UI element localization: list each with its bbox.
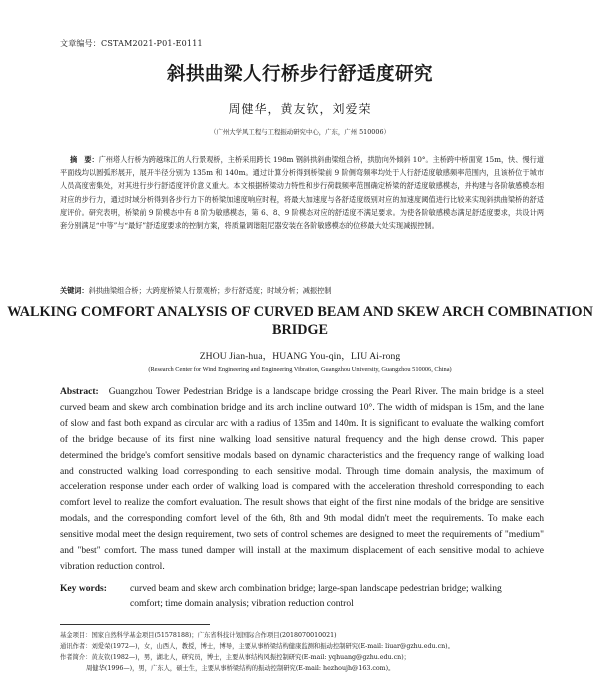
english-abstract-label: Abstract:	[60, 386, 99, 397]
chinese-title: 斜拱曲梁人行桥步行舒适度研究	[166, 64, 433, 85]
english-title: WALKING COMFORT ANALYSIS OF CURVED BEAM AND SKEW ARCH COMBINATION BRIDGE	[7, 304, 593, 338]
footnotes	[60, 630, 544, 674]
english-authors: ZHOU Jian-hua，HUANG You-qin，LIU Ai-rong	[199, 351, 401, 362]
chinese-keywords	[60, 284, 544, 297]
english-keywords-line1: curved beam and skew arch combination bridge; large-span landscape pedestrian bridge; walking	[130, 583, 502, 594]
english-abstract-text: Guangzhou Tower Pedestrian Bridge is a landscape bridge crossing the Pearl River. The main bridge is a steel curved beam and skew arch combination bridge and its arch incline outward 10°. The width of midspan is 15m, and the lane of slow and fast both expand as circular arc with a radius of 135m and 140m. It is significant to evaluate the walking comfort of the bridge because of its first nine walking load sensitive natural frequency and the high dense crowd. This paper determined the bridge's comfort sensitive modals based on dynamic characteristics and the frequency range of walking load and constructed walking load corresponding to each sensitive modal. Through time domain analysis, the maximum of acceleration response under each order of walking load is compared with the acceleration threshold corresponding to each comfort level to realize the comfort evaluation. The result shows that eight of the first nine modals of the bridge are sensitive modals, and the corresponding comfort level of the 6th, 8th and 9th modal didn't meet the requirements. To make each sensitive modal meet the design requirement, two sets of control schemes are designed to meet the requirements of "medium" and "best" comfort. The mass tuned damper will install at the maximum displacement of each sensitive modal to achieve vibration reduction control.	[60, 386, 544, 572]
chinese-abstract-text: 广州塔人行桥为跨越珠江的人行景观桥，主桥采用跨长 198m 钢斜拱斜曲梁组合桥，拱肋向外倾斜 10°。主桥跨中桥面宽 15m，快、慢行道平面线均以圆弧形展开，展开半径分别为 135m 和 140m。通过计算分析得到桥梁前 9 阶侧弯频率均处于人行舒适度敏感频率范围内，且该桥位于城市人员高度密集处，对其进行步行舒适度评价意义重大。本文根据桥梁动力特性和步行荷载频率范围确定桥梁的舒适度敏感模态，并构建与各阶敏感模态相对应的步行力，通过时域分析得到各步行力下的桥梁加速度响应时程，将最大加速度与各舒适度级别对应的加速度阈值进行比较来实现斜拱曲梁桥的舒适度评价。研究表明，桥梁前 9 阶模态中有 8 阶为敏感模态，第 6、8、9 阶模态对应的舒适度不满足要求。为使各阶敏感模态满足舒适度要求，共设计两套分别满足“中等”与“最好”舒适度要求的控制方案，将质量调谐阻尼器安装在各阶敏感模态的位移最大处实现减振控制。	[60, 155, 544, 231]
footnote-author-bio: 作者简介：黄友钦(1982—)，男，湖北人，研究员，博士，主要从事结构风振控制研究(E-mail: yqhuang@gzhu.edu.cn)；	[60, 654, 410, 661]
footnote-author-bio-2: 周健华(1996—)，男，广东人，硕士生，主要从事桥梁结构的振动控制研究(E-mail: hezhoujh@163.com)。	[86, 665, 395, 672]
footnote-divider	[60, 624, 210, 625]
chinese-affiliation: （广州大学风工程与工程振动研究中心，广东，广州 510006）	[210, 128, 390, 136]
chinese-keywords-label: 关键词：	[60, 286, 89, 295]
article-number: 文章编号：CSTAM2021-P01-E0111	[60, 39, 203, 48]
footnote-fund: 基金项目：国家自然科学基金项目(51578188)；广东省科技计划国际合作项目(2018070010021)	[60, 632, 337, 639]
chinese-authors: 周健华，黄友钦，刘爱荣	[228, 102, 372, 116]
english-keywords	[60, 582, 544, 612]
chinese-abstract-label: 摘 要：	[70, 155, 99, 164]
english-keywords-line2: comfort; time domain analysis; vibration reduction control	[130, 597, 354, 609]
english-abstract	[60, 384, 544, 575]
english-keywords-label: Key words:	[60, 583, 107, 594]
chinese-abstract	[60, 153, 544, 232]
chinese-keywords-text: 斜拱曲梁组合桥；大跨度桥梁人行景观桥；步行舒适度；时域分析；减振控制	[88, 286, 332, 295]
english-affiliation: (Research Center for Wind Engineering and Engineering Vibration, Guangzhou University, Guangzhou 510006, China)	[148, 366, 452, 373]
footnote-corresponding-author: 通讯作者：刘爱荣(1972—)，女，山西人，教授，博士，博导，主要从事桥梁结构健康监测和振动控制研究(E-mail: liuar@gzhu.edu.cn)。	[60, 643, 454, 650]
